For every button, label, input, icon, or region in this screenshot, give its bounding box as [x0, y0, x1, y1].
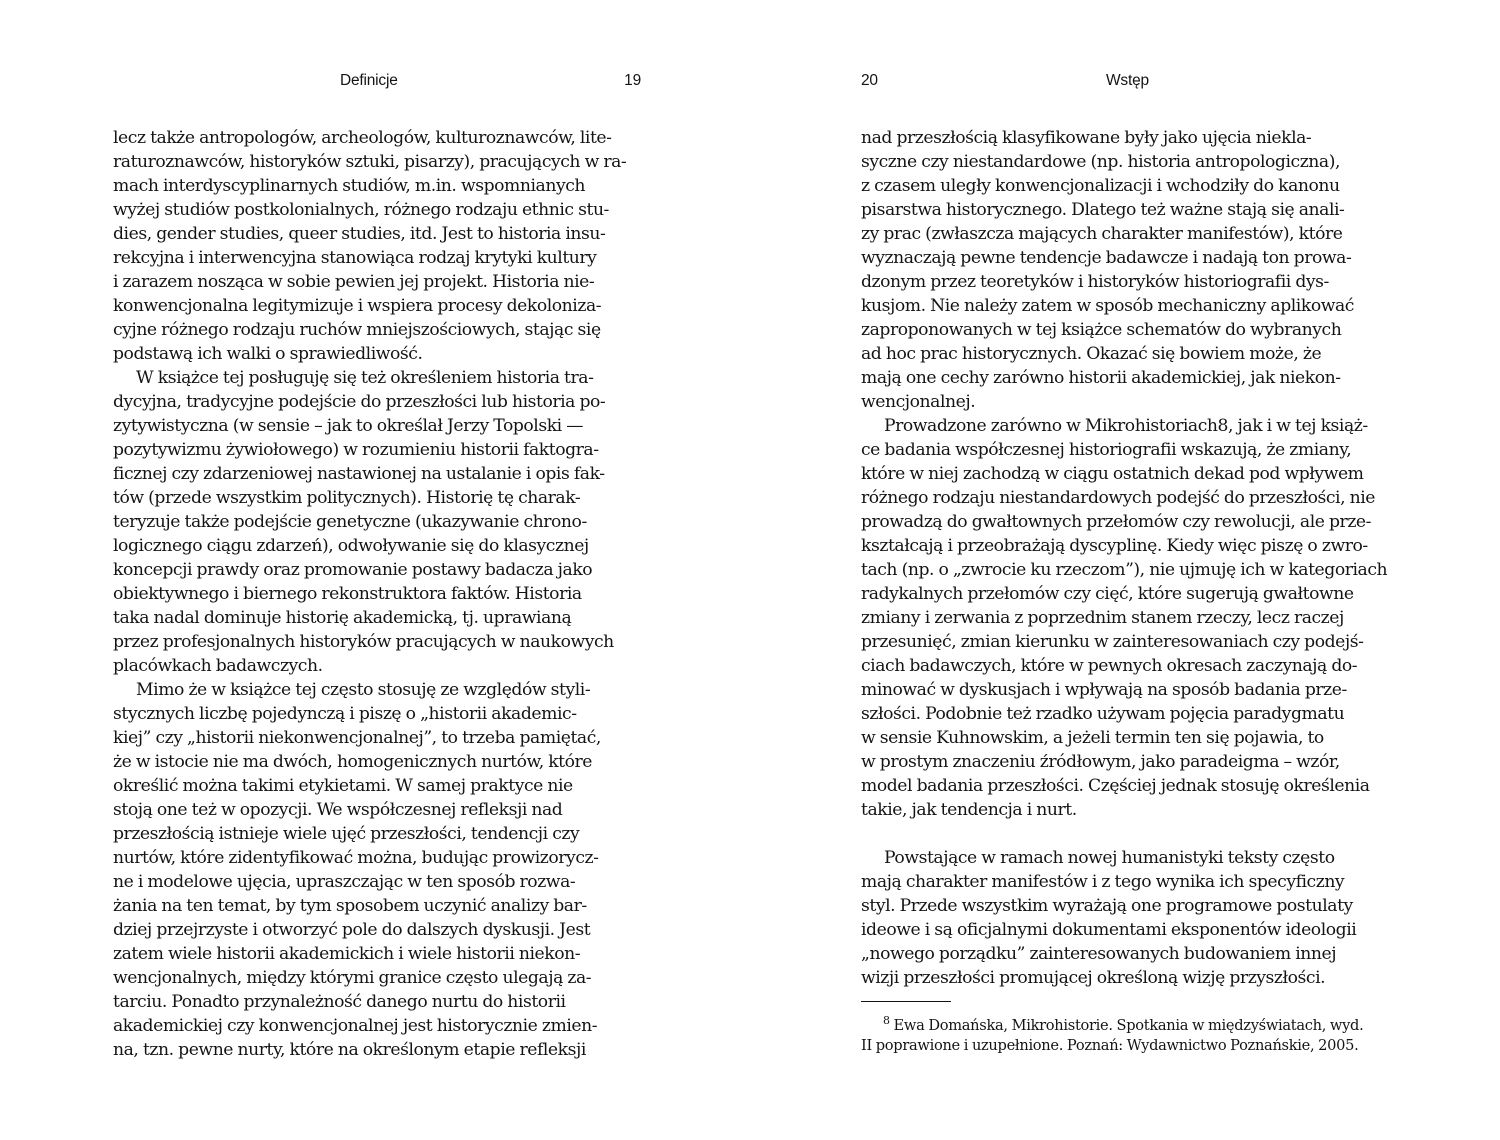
text-line: zaproponowanych w tej książce schematów do wybranych [861, 320, 1342, 340]
text-line: kształcają i przeobrażają dyscyplinę. Kiedy więc piszę o zwro- [861, 536, 1368, 556]
paragraph-first-line: Mimo że w książce tej często stosuję ze względów styli- [136, 680, 591, 700]
text-line: i zarazem nosząca w sobie pewien jej projekt. Historia nie- [113, 272, 595, 292]
text-line: wencjonalnych, między którymi granice często ulegają za- [113, 968, 592, 988]
text-line: placówkach badawczych. [113, 656, 323, 676]
page-number: 19 [624, 72, 641, 89]
text-line: podstawą ich walki o sprawiedliwość. [113, 344, 423, 364]
text-line: ne i modelowe ujęcia, upraszczając w ten sposób rozwa- [113, 872, 576, 892]
footnote-marker: 8 [883, 1014, 890, 1027]
footnote-first-line [861, 1016, 1389, 1036]
footnote-rule [861, 1001, 951, 1002]
text-line: lecz także antropologów, archeologów, kulturoznawców, lite- [113, 128, 612, 148]
footnote-line: II poprawione i uzupełnione. Poznań: Wydawnictwo Poznańskie, 2005. [861, 1037, 1359, 1054]
right-body-text [861, 126, 1389, 1056]
text-line: minować w dyskusjach i wpływają na sposób badania prze- [861, 680, 1347, 700]
text-line: zmiany i zerwania z poprzednim stanem rzeczy, lecz raczej [861, 608, 1344, 628]
left-body-text [113, 126, 641, 1062]
text-line: w sensie Kuhnowskim, a jeżeli termin ten się pojawia, to [861, 728, 1324, 748]
text-line: zatem wiele historii akademickich i wiele historii niekon- [113, 944, 581, 964]
page-number: 20 [861, 72, 878, 89]
text-line: wizji przeszłości promującej określoną wizję przyszłości. [861, 968, 1326, 988]
text-line: wencjonalnej. [861, 392, 976, 412]
text-line: ad hoc prac historycznych. Okazać się bowiem może, że [861, 344, 1322, 364]
text-line: ce badania współczesnej historiografii wskazują, że zmiany, [861, 440, 1352, 460]
text-line: dziej przejrzyste i otworzyć pole do dalszych dyskusji. Jest [113, 920, 591, 940]
text-line: z czasem uległy konwencjonalizacji i wchodziły do kanonu [861, 176, 1340, 196]
text-line: rekcyjna i interwencyjna stanowiąca rodzaj krytyki kultury [113, 248, 597, 268]
text-line: przez profesjonalnych historyków pracujących w naukowych [113, 632, 614, 652]
text-line: w prostym znaczeniu źródłowym, jako paradeigma – wzór, [861, 752, 1340, 772]
text-line: logicznego ciągu zdarzeń), odwoływanie się do klasycznej [113, 536, 589, 556]
text-line: kiej” czy „historii niekonwencjonalnej”, to trzeba pamiętać, [113, 728, 601, 748]
paragraph-first-line: W książce tej posługuję się też określeniem historia tra- [136, 368, 594, 388]
text-line: taka nadal dominuje historię akademicką, tj. uprawianą [113, 608, 572, 628]
text-line: przeszłością istnieje wiele ujęć przeszłości, tendencji czy [113, 824, 580, 844]
text-line: zy prac (zwłaszcza mających charakter manifestów), które [861, 224, 1343, 244]
text-line: konwencjonalna legitymizuje i wspiera procesy dekoloniza- [113, 296, 602, 316]
text-line: określić można takimi etykietami. W samej praktyce nie [113, 776, 573, 796]
text-line: obiektywnego i biernego rekonstruktora faktów. Historia [113, 584, 582, 604]
text-line: styl. Przede wszystkim wyrażają one programowe postulaty [861, 896, 1353, 916]
paragraph-first-line: Powstające w ramach nowej humanistyki teksty często [884, 848, 1335, 868]
text-line: dycyjna, tradycyjne podejście do przeszłości lub historia po- [113, 392, 606, 412]
text-line: prowadzą do gwałtownych przełomów czy rewolucji, ale prze- [861, 512, 1372, 532]
text-line: takie, jak tendencja i nurt. [861, 800, 1077, 820]
text-line: zytywistyczna (w sensie – jak to określał Jerzy Topolski — [113, 416, 583, 436]
text-line: przesunięć, zmian kierunku w zainteresowaniach czy podejś- [861, 632, 1364, 652]
text-line: pisarstwa historycznego. Dlatego też ważne stają się anali- [861, 200, 1345, 220]
text-line: że w istocie nie ma dwóch, homogenicznych nurtów, które [113, 752, 593, 772]
section-break [861, 822, 1389, 846]
text-line: żania na ten temat, by tym sposobem uczynić analizy bar- [113, 896, 587, 916]
paragraph-first-line: Prowadzone zarówno w Mikrohistoriach8, jak i w tej książ- [884, 416, 1368, 436]
text-line: tarciu. Ponadto przynależność danego nurtu do historii [113, 992, 566, 1012]
text-line: ciach badawczych, które w pewnych okresach zaczynają do- [861, 656, 1358, 676]
running-head-title: Definicje [340, 72, 398, 89]
text-line: dies, gender studies, queer studies, itd. Jest to historia insu- [113, 224, 606, 244]
text-line: ficznej czy zdarzeniowej nastawionej na ustalanie i opis fak- [113, 464, 605, 484]
text-line: kusjom. Nie należy zatem w sposób mechaniczny aplikować [861, 296, 1354, 316]
footnote [861, 1016, 1389, 1056]
text-line: wyżej studiów postkolonialnych, różnego rodzaju ethnic stu- [113, 200, 609, 220]
footnote-text: Ewa Domańska, Mikrohistorie. Spotkania w międzyświatach, wyd. [893, 1017, 1364, 1034]
text-line: nad przeszłością klasyfikowane były jako ujęcia niekla- [861, 128, 1312, 148]
text-line: nurtów, które zidentyfikować można, budując prowizorycz- [113, 848, 599, 868]
text-line: syczne czy niestandardowe (np. historia antropologiczna), [861, 152, 1340, 172]
running-head-title: Wstęp [1106, 72, 1149, 89]
text-line: akademickiej czy konwencjonalnej jest historycznie zmien- [113, 1016, 598, 1036]
text-line: koncepcji prawdy oraz promowanie postawy badacza jako [113, 560, 593, 580]
text-line: dzonym przez teoretyków i historyków historiografii dys- [861, 272, 1329, 292]
left-running-head [113, 72, 641, 94]
text-line: mają one cechy zarówno historii akademickiej, jak niekon- [861, 368, 1341, 388]
text-line: stoją one też w opozycji. We współczesnej refleksji nad [113, 800, 563, 820]
text-line: mają charakter manifestów i z tego wynika ich specyficzny [861, 872, 1345, 892]
text-line: tów (przede wszystkim politycznych). Historię tę charak- [113, 488, 581, 508]
text-line: na, tzn. pewne nurty, które na określonym etapie refleksji [113, 1040, 586, 1060]
text-line: stycznych liczbę pojedynczą i piszę o „historii akademic- [113, 704, 577, 724]
text-line: „nowego porządku” zainteresowanych budowaniem innej [861, 944, 1337, 964]
text-line: ideowe i są oficjalnymi dokumentami eksponentów ideologii [861, 920, 1357, 940]
text-line: mach interdyscyplinarnych studiów, m.in. wspomnianych [113, 176, 586, 196]
text-line: szłości. Podobnie też rzadko używam pojęcia paradygmatu [861, 704, 1345, 724]
text-line: różnego rodzaju niestandardowych podejść do przeszłości, nie [861, 488, 1376, 508]
text-line: raturoznawców, historyków sztuki, pisarzy), pracujących w ra- [113, 152, 627, 172]
text-line: teryzuje także podejście genetyczne (ukazywanie chrono- [113, 512, 587, 532]
text-line: pozytywizmu żywiołowego) w rozumieniu historii faktogra- [113, 440, 599, 460]
text-line: radykalnych przełomów czy cięć, które sugerują gwałtowne [861, 584, 1354, 604]
right-running-head [861, 72, 1389, 94]
text-line: model badania przeszłości. Częściej jednak stosuję określenia [861, 776, 1370, 796]
text-line: wyznaczają pewne tendencje badawcze i nadają ton prowa- [861, 248, 1352, 268]
text-line: które w niej zachodzą w ciągu ostatnich dekad pod wpływem [861, 464, 1364, 484]
text-line: cyjne różnego rodzaju ruchów mniejszościowych, stając się [113, 320, 601, 340]
text-line: tach (np. o „zwrocie ku rzeczom”), nie ujmuję ich w kategoriach [861, 560, 1388, 580]
